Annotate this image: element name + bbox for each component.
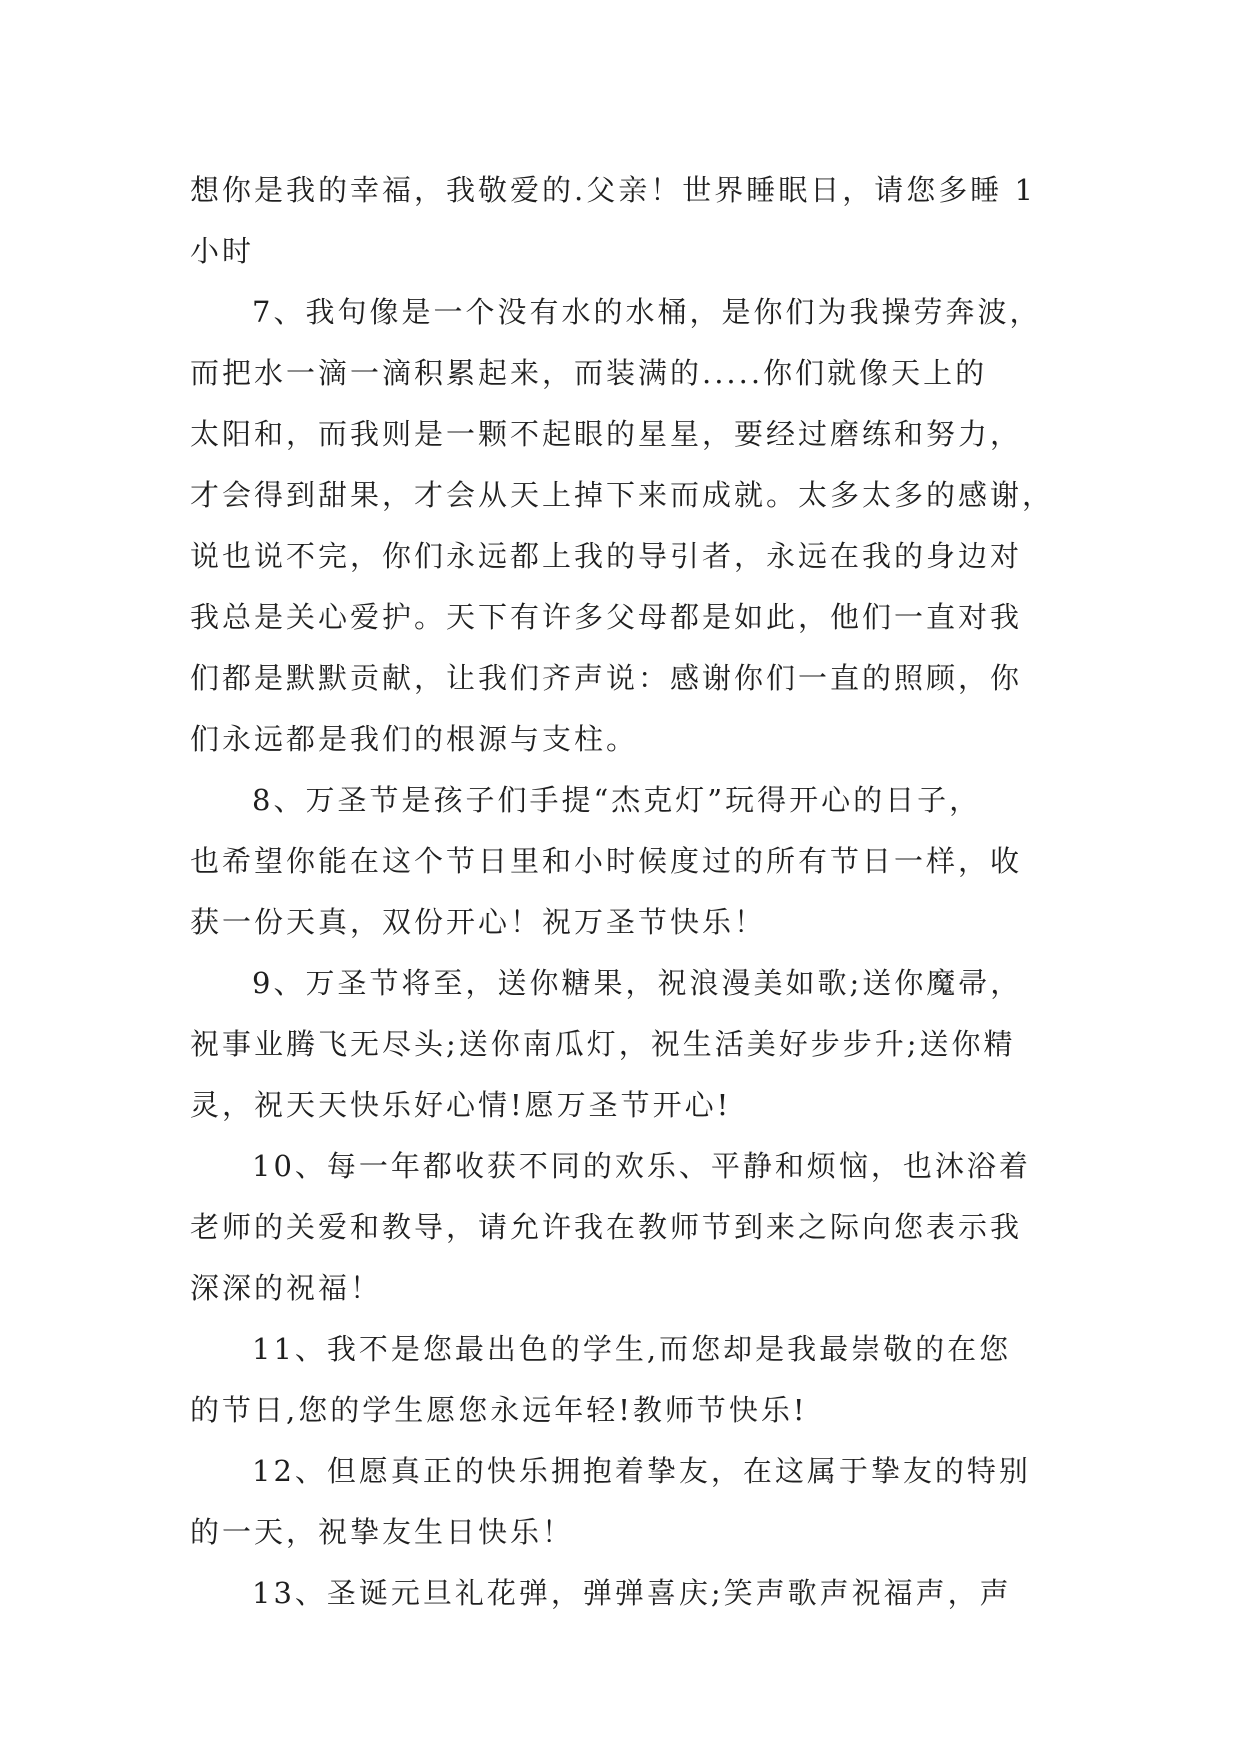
text-line: 深深的祝福！ — [190, 1271, 383, 1305]
text-line: 获一份天真，双份开心！祝万圣节快乐！ — [190, 905, 767, 939]
text-line: 的节日,您的学生愿您永远年轻!教师节快乐! — [190, 1393, 808, 1427]
text-line: 我总是关心爱护。天下有许多父母都是如此，他们一直对我 — [190, 600, 1023, 634]
text-line: 也希望你能在这个节日里和小时候度过的所有节日一样，收 — [190, 844, 1023, 878]
text-line: 11、我不是您最出色的学生,而您却是我最崇敬的在您 — [252, 1332, 1012, 1366]
text-line: 祝事业腾飞无尽头;送你南瓜灯，祝生活美好步步升;送你精 — [190, 1027, 1016, 1061]
text-line: 13、圣诞元旦礼花弹，弹弹喜庆;笑声歌声祝福声，声 — [252, 1576, 1012, 1610]
text-line: 10、每一年都收获不同的欢乐、平静和烦恼，也沐浴着 — [252, 1149, 1031, 1183]
document-body — [190, 160, 1060, 1624]
text-line: 而把水一滴一滴积累起来，而装满的.....你们就像天上的 — [190, 356, 988, 390]
text-line: 8、万圣节是孩子们手提“杰克灯”玩得开心的日子， — [252, 783, 982, 817]
text-line: 想你是我的幸福，我敬爱的.父亲！世界睡眠日，请您多睡 1 — [190, 173, 1036, 207]
text-line: 12、但愿真正的快乐拥抱着挚友，在这属于挚友的特别 — [252, 1454, 1031, 1488]
text-line: 才会得到甜果，才会从天上掉下来而成就。太多太多的感谢， — [190, 478, 1055, 512]
text-line: 们永远都是我们的根源与支柱。 — [190, 722, 639, 756]
text-line: 7、我句像是一个没有水的水桶，是你们为我操劳奔波， — [252, 295, 1042, 329]
text-line: 老师的关爱和教导，请允许我在教师节到来之际向您表示我 — [190, 1210, 1023, 1244]
text-line: 小时 — [190, 234, 255, 268]
text-line: 的一天，祝挚友生日快乐！ — [190, 1515, 575, 1549]
text-line: 9、万圣节将至，送你糖果，祝浪漫美如歌;送你魔帚， — [252, 966, 1023, 1000]
text-line: 说也说不完，你们永远都上我的导引者，永远在我的身边对 — [190, 539, 1023, 573]
text-line: 灵，祝天天快乐好心情!愿万圣节开心! — [190, 1088, 732, 1122]
text-line: 太阳和，而我则是一颗不起眼的星星，要经过磨练和努力， — [190, 417, 1023, 451]
text-line: 们都是默默贡献，让我们齐声说：感谢你们一直的照顾，你 — [190, 661, 1023, 695]
